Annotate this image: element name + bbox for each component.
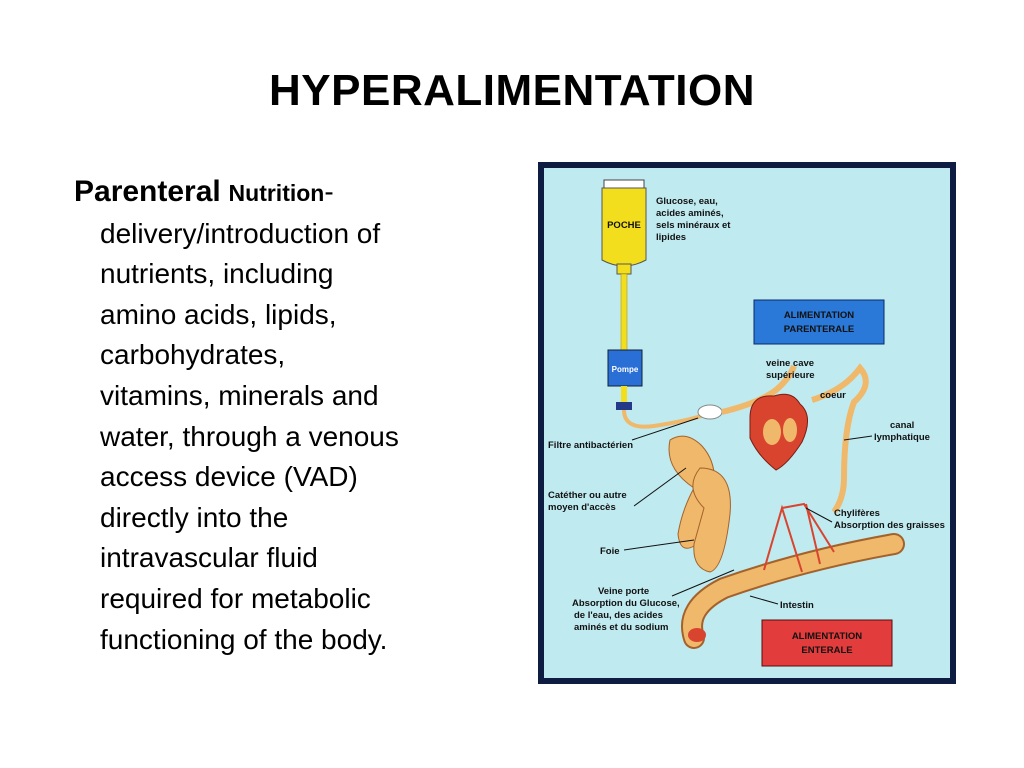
- body-line: carbohydrates,: [100, 339, 286, 371]
- vein-label-1: supérieure: [766, 370, 815, 381]
- portal-label-2: de l'eau, des acides: [574, 610, 663, 621]
- intestine-label: Intestin: [780, 600, 814, 611]
- portal-label-1: Absorption du Glucose,: [572, 598, 680, 609]
- bag-contents-1: acides aminés,: [656, 208, 724, 219]
- parenteral-label-1: PARENTERALE: [783, 324, 855, 335]
- vein-label-0: veine cave: [766, 358, 815, 369]
- lead-term: Parenteral: [74, 175, 221, 208]
- diagram-svg: [544, 168, 950, 678]
- chyle-label-1: Absorption des graisses: [834, 520, 945, 531]
- iv-line: [621, 274, 627, 350]
- lymph-label-0: canal: [890, 420, 915, 431]
- bag-contents-3: lipides: [656, 232, 687, 243]
- body-line: nutrients, including: [100, 258, 334, 290]
- lead-dash: -: [324, 176, 334, 207]
- body-line: amino acids, lipids,: [100, 298, 337, 330]
- portal-label-0: Veine porte: [598, 586, 650, 597]
- body-line: required for metabolic: [100, 582, 371, 614]
- chyle-label-0: Chylifères: [834, 508, 880, 519]
- parenteral-label-0: ALIMENTATION: [783, 310, 855, 321]
- lymph-label-1: lymphatique: [874, 432, 930, 443]
- catheter-label-1: moyen d'accès: [548, 502, 616, 513]
- filter-label: Filtre antibactérien: [548, 440, 633, 451]
- intestine-end: [688, 628, 706, 642]
- body-text: [74, 172, 494, 660]
- pump-line: [621, 386, 627, 402]
- slide-title: HYPERALIMENTATION: [269, 66, 755, 115]
- catheter-hub: [698, 405, 722, 419]
- bag-label: POCHE: [607, 220, 641, 231]
- nutrition-diagram: [538, 162, 956, 684]
- pump-label: Pompe: [611, 365, 639, 374]
- body-line: functioning of the body.: [100, 623, 388, 655]
- lead-line: [74, 172, 494, 214]
- catheter-label-0: Catéther ou autre: [548, 490, 627, 501]
- enteral-label-1: ENTERALE: [801, 645, 853, 656]
- enteral-label-0: ALIMENTATION: [791, 631, 863, 642]
- filter-connector: [616, 402, 632, 410]
- body-line: delivery/introduction of: [100, 217, 381, 249]
- enteral-box: [762, 620, 892, 666]
- parenteral-box: [754, 300, 884, 344]
- liver-label: Foie: [600, 546, 620, 557]
- body-line: intravascular fluid: [100, 542, 318, 574]
- body-line: water, through a venous: [100, 420, 399, 452]
- body-line: access device (VAD): [100, 461, 358, 493]
- bag-contents-0: Glucose, eau,: [656, 196, 718, 207]
- heart-label: coeur: [820, 390, 846, 401]
- lead-term-2: Nutrition: [228, 180, 325, 206]
- bag-contents-2: sels minéraux et: [656, 220, 731, 231]
- portal-label-3: aminés et du sodium: [574, 622, 669, 633]
- body-line: directly into the: [100, 501, 289, 533]
- body-line: vitamins, minerals and: [100, 379, 379, 411]
